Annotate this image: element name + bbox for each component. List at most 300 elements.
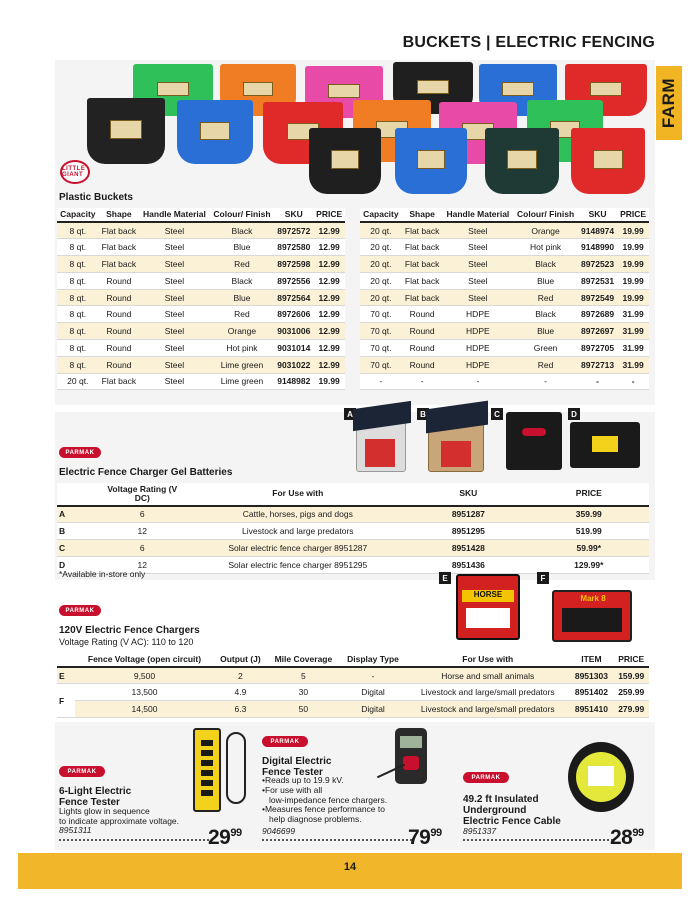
table-cell: Steel [443, 239, 514, 256]
table-cell: 19.99 [617, 289, 649, 306]
cable-spool-image [568, 742, 634, 812]
tester-2-title-line-1: Digital Electric [262, 756, 332, 767]
table-cell: HDPE [443, 323, 514, 340]
table-row [360, 340, 649, 357]
table-cell: 19.99 [617, 222, 649, 239]
cable-title [463, 794, 561, 827]
table-cell: 359.99 [529, 506, 649, 523]
bucket-label-shape [507, 150, 537, 168]
table-cell: - [513, 373, 578, 390]
table-cell: 8972697 [578, 323, 617, 340]
table-cell: 8972689 [578, 306, 617, 323]
table-cell: 8951410 [569, 701, 613, 718]
table-cell: Flat back [99, 373, 140, 390]
bucket-label-shape [110, 120, 141, 138]
table-cell: 12.99 [313, 306, 345, 323]
table-cell: D [57, 556, 97, 573]
table-cell: 2 [214, 667, 267, 684]
table-cell: Cattle, horses, pigs and dogs [187, 506, 408, 523]
table-cell: Round [99, 356, 140, 373]
table-cell: Red [513, 289, 578, 306]
table-cell: Orange [210, 323, 275, 340]
bucket-shape [177, 100, 253, 164]
tester-2-desc-line-4: •Measures fence performance to [262, 804, 385, 815]
table-cell: Red [513, 356, 578, 373]
table-cell: 70 qt. [360, 340, 402, 357]
tester-1-desc [59, 807, 179, 827]
table-cell: 8951287 [408, 506, 528, 523]
table-cell: Blue [513, 323, 578, 340]
table-row [360, 356, 649, 373]
table-cell: Hot pink [513, 239, 578, 256]
table-cell: Lime green [210, 356, 275, 373]
battery-b-image [428, 410, 484, 472]
table-cell: Lime green [210, 373, 275, 390]
table-cell: Black [210, 222, 275, 239]
table-row [360, 323, 649, 340]
table-row [57, 539, 649, 556]
table-cell: Steel [139, 222, 210, 239]
table-cell: 12.99 [313, 239, 345, 256]
chargers-table [57, 653, 649, 718]
table-cell: 31.99 [617, 356, 649, 373]
tester-1-image [193, 728, 221, 812]
table-cell: Flat back [99, 239, 140, 256]
tester-2-desc-line-2: •For use with all [262, 784, 323, 795]
table-cell: Solar electric fence charger 8951287 [187, 539, 408, 556]
table-cell: 12.99 [313, 222, 345, 239]
table-cell: 8 qt. [57, 306, 99, 323]
table-row [57, 222, 345, 239]
table-cell: B [57, 523, 97, 540]
table-row [360, 222, 649, 239]
table-cell: Solar electric fence charger 8951295 [187, 556, 408, 573]
table-cell: 279.99 [613, 701, 649, 718]
tester-2-title-line-2: Fence Tester [262, 767, 323, 778]
buckets-table-right [360, 208, 649, 390]
table-cell: 8 qt. [57, 340, 99, 357]
table-row [57, 373, 345, 390]
tester-1-price-dollars: 29 [208, 826, 231, 849]
table-cell: - [578, 373, 617, 390]
table-cell: 31.99 [617, 323, 649, 340]
bucket-label-shape [200, 122, 230, 140]
col-header: For Use with [187, 483, 408, 506]
batteries-table [57, 483, 649, 574]
table-cell: 159.99 [613, 667, 649, 684]
table-row [360, 272, 649, 289]
table-cell: 259.99 [613, 684, 649, 701]
col-header: Output (J) [214, 653, 267, 667]
table-cell: 70 qt. [360, 323, 402, 340]
parmak-logo-cable: PARMAK [463, 772, 509, 783]
table-cell: 12 [97, 556, 187, 573]
table-cell: 9031022 [274, 356, 313, 373]
chargers-subtitle: Voltage Rating (V AC): 110 to 120 [59, 637, 194, 647]
table-row [57, 356, 345, 373]
col-header: Mile Coverage [267, 653, 340, 667]
table-cell: Round [99, 340, 140, 357]
table-cell: 31.99 [617, 340, 649, 357]
table-cell: 14,500 [75, 701, 214, 718]
tester-1-price [208, 826, 242, 850]
table-cell: 8951303 [569, 667, 613, 684]
table-cell: 8 qt. [57, 323, 99, 340]
table-cell: - [402, 373, 443, 390]
table-cell: 19.99 [313, 373, 345, 390]
in-store-note: *Available in-store only [59, 569, 146, 579]
table-cell: 12.99 [313, 340, 345, 357]
table-cell: Steel [139, 306, 210, 323]
table-cell: 9148974 [578, 222, 617, 239]
bucket-product-image [85, 62, 650, 197]
tester-2-desc-line-1: •Reads up to 19.9 kV. [262, 775, 344, 785]
table-cell: 12.99 [313, 272, 345, 289]
bucket-label-shape [328, 84, 359, 99]
table-cell: Steel [443, 289, 514, 306]
bucket-label-shape [502, 82, 533, 97]
table-cell: Green [513, 340, 578, 357]
table-cell: Round [402, 356, 443, 373]
dotted-rule-1 [59, 839, 209, 841]
table-cell: 129.99* [529, 556, 649, 573]
bucket-label-shape [417, 150, 446, 168]
table-cell: 20 qt. [360, 239, 402, 256]
label-c: C [491, 408, 503, 420]
table-cell: 20 qt. [360, 272, 402, 289]
bucket-shape [485, 128, 559, 194]
table-cell: 9,500 [75, 667, 214, 684]
buckets-table-left [57, 208, 345, 390]
table-cell: Steel [139, 239, 210, 256]
cable-price-cents: 99 [632, 827, 644, 839]
table-cell: 70 qt. [360, 306, 402, 323]
table-cell: 20 qt. [57, 373, 99, 390]
cable-title-line-2: Underground [463, 805, 527, 816]
table-cell: Round [402, 323, 443, 340]
battery-c-image [506, 412, 562, 470]
col-header: PRICE [617, 208, 649, 222]
table-cell: Digital [340, 684, 406, 701]
table-cell: 50 [267, 701, 340, 718]
table-cell: 8972713 [578, 356, 617, 373]
table-cell: Round [99, 272, 140, 289]
bucket-label-shape [417, 80, 449, 95]
table-cell: Flat back [402, 272, 443, 289]
table-cell: Blue [210, 289, 275, 306]
table-cell: - [360, 373, 402, 390]
table-cell: 8972564 [274, 289, 313, 306]
table-cell: Round [99, 289, 140, 306]
table-cell: Steel [443, 256, 514, 273]
tester-1-price-cents: 99 [230, 827, 242, 839]
label-b: B [417, 408, 429, 420]
table-cell: 19.99 [617, 256, 649, 273]
table-cell: 8972572 [274, 222, 313, 239]
table-cell: Livestock and large predators [187, 523, 408, 540]
table-cell: Livestock and large/small predators [406, 684, 569, 701]
page-number: 14 [343, 861, 357, 873]
col-header: For Use with [406, 653, 569, 667]
col-header: ITEM [569, 653, 613, 667]
tester-1-title-line-1: 6-Light Electric [59, 786, 132, 797]
table-cell: Flat back [99, 256, 140, 273]
page-header: BUCKETS | ELECTRIC FENCING [402, 34, 655, 51]
table-cell: 8972598 [274, 256, 313, 273]
table-cell: 519.99 [529, 523, 649, 540]
label-e: E [439, 572, 451, 584]
table-row [360, 306, 649, 323]
bucket-shape [571, 128, 645, 194]
table-cell: 8 qt. [57, 256, 99, 273]
table-cell: Steel [139, 323, 210, 340]
table-cell: HDPE [443, 356, 514, 373]
cable-title-line-3: Electric Fence Cable [463, 816, 561, 827]
table-cell: 8972705 [578, 340, 617, 357]
bucket-shape [87, 98, 165, 164]
table-cell: 4.9 [214, 684, 267, 701]
table-cell: 6 [97, 539, 187, 556]
table-cell: 9031014 [274, 340, 313, 357]
table-cell: Steel [139, 356, 210, 373]
table-cell: Red [210, 306, 275, 323]
charger-f-label: Mark 8 [580, 594, 606, 603]
col-header: SKU [408, 483, 528, 506]
cable-price [610, 826, 644, 850]
col-header: Colour/ Finish [210, 208, 275, 222]
table-cell: Steel [139, 373, 210, 390]
table-cell: 9031006 [274, 323, 313, 340]
batteries-title: Electric Fence Charger Gel Batteries [59, 467, 233, 478]
table-cell: - [617, 373, 649, 390]
table-cell: Digital [340, 701, 406, 718]
table-cell: 70 qt. [360, 356, 402, 373]
table-row [57, 506, 649, 523]
col-header: Handle Material [139, 208, 210, 222]
table-cell: Red [210, 256, 275, 273]
table-cell: 20 qt. [360, 289, 402, 306]
table-row [57, 272, 345, 289]
table-cell: 5 [267, 667, 340, 684]
table-cell: HDPE [443, 306, 514, 323]
table-cell: 8 qt. [57, 289, 99, 306]
table-cell: 12.99 [313, 256, 345, 273]
tester-1-sku: 8951311 [59, 825, 92, 835]
bucket-label-shape [590, 82, 623, 97]
table-cell: 8972523 [578, 256, 617, 273]
table-cell: A [57, 506, 97, 523]
table-cell: HDPE [443, 340, 514, 357]
table-cell: 8972606 [274, 306, 313, 323]
table-row [57, 701, 649, 718]
table-row [57, 256, 345, 273]
tester-1-title [59, 786, 131, 808]
col-header: SKU [274, 208, 313, 222]
farm-tab-label: FARM [659, 77, 679, 129]
tester-1-desc-line-1: Lights glow in sequence [59, 806, 150, 816]
col-header-letter [57, 653, 75, 667]
table-cell: Round [99, 323, 140, 340]
label-f: F [537, 572, 549, 584]
bucket-label-shape [593, 150, 623, 168]
charger-e-label: HORSE [462, 590, 514, 602]
label-a: A [344, 408, 356, 420]
table-row [57, 239, 345, 256]
table-cell: 30 [267, 684, 340, 701]
col-header-letter [57, 483, 97, 506]
table-cell: 12 [97, 523, 187, 540]
cable-title-line-1: 49.2 ft Insulated [463, 794, 539, 805]
tester-2-desc [262, 776, 387, 825]
col-header: Capacity [57, 208, 99, 222]
charger-f-image [552, 590, 632, 642]
col-header: Fence Voltage (open circuit) [75, 653, 214, 667]
table-cell: 31.99 [617, 306, 649, 323]
table-cell: 8972531 [578, 272, 617, 289]
parmak-logo-chargers: PARMAK [59, 605, 101, 616]
table-cell: 12.99 [313, 356, 345, 373]
table-row [360, 289, 649, 306]
table-cell: Livestock and large/small predators [406, 701, 569, 718]
label-d: D [568, 408, 580, 420]
tester-1-cable [226, 732, 246, 804]
table-cell: 8951295 [408, 523, 528, 540]
table-cell: Steel [443, 222, 514, 239]
table-cell: 6.3 [214, 701, 267, 718]
bucket-shape [309, 128, 381, 194]
table-cell: 9148982 [274, 373, 313, 390]
little-giant-logo: LITTLE GIANT [60, 160, 90, 184]
table-cell: Orange [513, 222, 578, 239]
table-cell: 8972556 [274, 272, 313, 289]
bucket-label-shape [157, 82, 189, 97]
table-cell: Steel [139, 340, 210, 357]
table-cell: Black [210, 272, 275, 289]
table-cell: 8972580 [274, 239, 313, 256]
table-cell: Hot pink [210, 340, 275, 357]
table-cell: F [57, 684, 75, 718]
table-cell: Blue [513, 272, 578, 289]
battery-d-image [570, 422, 640, 468]
table-cell: 8 qt. [57, 356, 99, 373]
cable-sku: 8951337 [463, 826, 497, 836]
dotted-rule-3 [463, 839, 613, 841]
table-cell: 8 qt. [57, 239, 99, 256]
table-cell: 8 qt. [57, 222, 99, 239]
table-cell: Flat back [402, 289, 443, 306]
table-cell: Blue [210, 239, 275, 256]
table-cell: Steel [139, 256, 210, 273]
col-header: Colour/ Finish [513, 208, 578, 222]
table-cell: 12.99 [313, 323, 345, 340]
bucket-label-shape [331, 150, 360, 168]
col-header: Voltage Rating (V DC) [97, 483, 187, 506]
table-cell: 8951436 [408, 556, 528, 573]
parmak-logo-batteries: PARMAK [59, 447, 101, 458]
table-cell: Flat back [402, 239, 443, 256]
tester-2-price-cents: 99 [430, 827, 442, 839]
table-cell: Horse and small animals [406, 667, 569, 684]
col-header: SKU [578, 208, 617, 222]
table-row [57, 323, 345, 340]
table-cell: 20 qt. [360, 222, 402, 239]
tester-2-sku: 9046699 [262, 826, 296, 836]
table-cell: 9148990 [578, 239, 617, 256]
table-cell: Flat back [402, 222, 443, 239]
table-row [57, 523, 649, 540]
bucket-label-shape [243, 82, 273, 97]
table-row [360, 373, 649, 390]
bucket-shape [395, 128, 467, 194]
tester-2-desc-line-3: low-impedance fence chargers. [269, 794, 388, 805]
table-cell: Round [402, 340, 443, 357]
table-row [57, 306, 345, 323]
table-cell: 19.99 [617, 239, 649, 256]
tester-2-price-dollars: 79 [408, 826, 431, 849]
table-row [57, 340, 345, 357]
dotted-rule-2 [262, 839, 412, 841]
parmak-logo-tester-1: PARMAK [59, 766, 105, 777]
table-cell: Black [513, 306, 578, 323]
page-footer [18, 853, 682, 889]
table-cell: - [443, 373, 514, 390]
table-cell: 12.99 [313, 289, 345, 306]
table-cell: 13,500 [75, 684, 214, 701]
col-header: PRICE [313, 208, 345, 222]
col-header: Handle Material [443, 208, 514, 222]
table-cell: Steel [443, 272, 514, 289]
table-cell: 20 qt. [360, 256, 402, 273]
col-header: PRICE [529, 483, 649, 506]
table-cell: Round [99, 306, 140, 323]
tester-2-price [408, 826, 442, 850]
table-cell: 19.99 [617, 272, 649, 289]
table-cell: 6 [97, 506, 187, 523]
tester-2-image [395, 728, 427, 784]
table-cell: Steel [139, 272, 210, 289]
table-cell: Flat back [99, 222, 140, 239]
table-cell: 8951428 [408, 539, 528, 556]
farm-section-tab [656, 66, 682, 140]
table-cell: C [57, 539, 97, 556]
cable-price-dollars: 28 [610, 826, 633, 849]
table-cell: 59.99* [529, 539, 649, 556]
battery-a-image [356, 410, 406, 472]
table-cell: Steel [139, 289, 210, 306]
tester-2-desc-line-5: help diagnose problems. [269, 814, 362, 825]
table-row [57, 289, 345, 306]
col-header: Shape [402, 208, 443, 222]
table-row [360, 256, 649, 273]
table-cell: Flat back [402, 256, 443, 273]
table-cell: 8 qt. [57, 272, 99, 289]
plastic-buckets-title: Plastic Buckets [59, 192, 133, 203]
col-header: Shape [99, 208, 140, 222]
table-row [57, 684, 649, 701]
parmak-logo-tester-2: PARMAK [262, 736, 308, 747]
table-cell: 8951402 [569, 684, 613, 701]
table-row [360, 239, 649, 256]
col-header: PRICE [613, 653, 649, 667]
table-cell: Black [513, 256, 578, 273]
table-cell: E [57, 667, 75, 684]
col-header: Display Type [340, 653, 406, 667]
col-header: Capacity [360, 208, 402, 222]
tester-1-desc-line-2: to indicate approximate voltage. [59, 815, 180, 826]
tester-1-title-line-2: Fence Tester [59, 797, 120, 808]
table-row [57, 667, 649, 684]
charger-e-image [456, 574, 520, 640]
